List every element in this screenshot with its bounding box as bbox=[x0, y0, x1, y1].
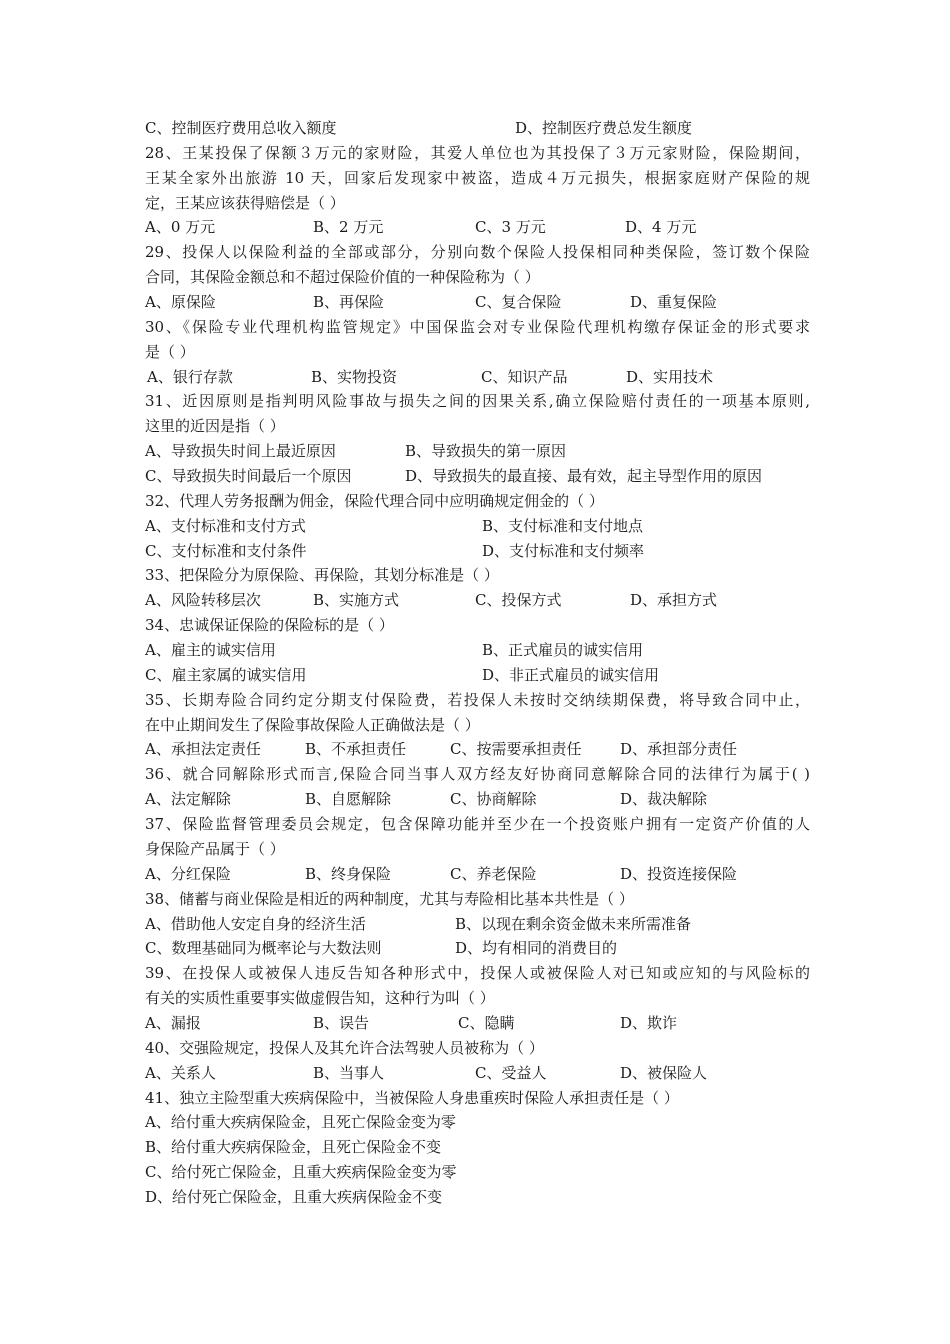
answer-option: A、导致损失时间上最近原因 bbox=[145, 442, 336, 461]
answer-option: B、实物投资 bbox=[311, 367, 398, 386]
answer-options-line bbox=[145, 787, 810, 812]
question-text-line: 有关的实质性重要事实做虚假告知，这种行为叫（ ） bbox=[145, 989, 495, 1008]
answer-options-line bbox=[145, 1011, 810, 1036]
answer-option: B、终身保险 bbox=[305, 864, 392, 883]
answer-options-line bbox=[145, 365, 810, 390]
answer-option: C、隐瞒 bbox=[458, 1013, 515, 1032]
answer-option: A、承担法定责任 bbox=[145, 740, 261, 759]
answer-option: C、导致损失时间最后一个原因 bbox=[145, 467, 352, 486]
answer-options-line bbox=[145, 737, 810, 762]
answer-option: D、均有相同的消费目的 bbox=[455, 939, 618, 958]
answer-options-line bbox=[145, 439, 810, 464]
answer-option: B、实施方式 bbox=[313, 591, 400, 610]
question-text-line: 37、保险监督管理委员会规定，包含保障功能并至少在一个投资账户拥有一定资产价值的人 bbox=[145, 815, 810, 834]
answer-option: B、支付标准和支付地点 bbox=[482, 516, 644, 535]
answer-option: C、协商解除 bbox=[450, 790, 537, 809]
answer-options-line bbox=[145, 663, 810, 688]
answer-option: B、正式雇员的诚实信用 bbox=[482, 641, 644, 660]
question-text-line: 在中止期间发生了保险事故保险人正确做法是（ ） bbox=[145, 715, 480, 734]
answer-option: A、原保险 bbox=[145, 293, 216, 312]
answer-options-line bbox=[145, 116, 810, 141]
question-text-line: 王某全家外出旅游 10 天，回家后发现家中被盗，造成４万元损失，根据家庭财产保险的规 bbox=[145, 168, 810, 187]
question-text-line: 合同，其保险金额总和不超过保险价值的一种保险称为（ ） bbox=[145, 268, 540, 287]
answer-option: B、不承担责任 bbox=[305, 740, 407, 759]
question-text-line: 41、独立主险型重大疾病保险中，当被保险人身患重疾时保险人承担责任是（ ） bbox=[145, 1088, 679, 1107]
question-text-line: A、给付重大疾病保险金，且死亡保险金变为零 bbox=[145, 1113, 456, 1132]
answer-option: B、当事人 bbox=[313, 1063, 385, 1082]
answer-option: D、支付标准和支付频率 bbox=[482, 541, 645, 560]
answer-option: A、雇主的诚实信用 bbox=[145, 641, 276, 660]
answer-options-line bbox=[145, 588, 810, 613]
answer-option: C、控制医疗费用总收入额度 bbox=[145, 119, 337, 137]
answer-option: D、被保险人 bbox=[620, 1063, 708, 1082]
answer-option: C、受益人 bbox=[475, 1063, 547, 1082]
answer-option: A、风险转移层次 bbox=[145, 591, 261, 610]
exam-questions bbox=[145, 116, 810, 1210]
question-text-line: 30、《保险专业代理机构监管规定》中国保监会对专业保险代理机构缴存保证金的形式要求 bbox=[145, 317, 810, 336]
question-text-line: D、给付死亡保险金，且重大疾病保险金不变 bbox=[145, 1187, 443, 1206]
answer-options-line bbox=[145, 215, 810, 240]
question-text-line: 38、储蓄与商业保险是相近的两种制度，尤其与寿险相比基本共性是（ ） bbox=[145, 889, 634, 908]
answer-option: D、重复保险 bbox=[630, 293, 718, 312]
answer-option: D、投资连接保险 bbox=[620, 864, 738, 883]
answer-option: C、数理基础同为概率论与大数法则 bbox=[145, 939, 382, 958]
question-text-line: 29、投保人以保险利益的全部或部分，分别向数个保险人投保相同种类保险，签订数个保险 bbox=[145, 243, 810, 262]
question-text-line: 35、长期寿险合同约定分期支付保险费，若投保人未按时交纳续期保费，将导致合同中止， bbox=[145, 690, 810, 709]
question-text-line: 31、近因原则是指判明风险事故与损失之间的因果关系,确立保险赔付责任的一项基本原则, bbox=[145, 392, 810, 411]
answer-options-line bbox=[145, 936, 810, 961]
answer-options-line bbox=[145, 290, 810, 315]
answer-option: A、0 万元 bbox=[145, 218, 216, 237]
answer-option: B、导致损失的第一原因 bbox=[405, 442, 567, 461]
answer-option: D、承担方式 bbox=[630, 591, 718, 610]
answer-option: D、4 万元 bbox=[625, 218, 697, 237]
answer-option: D、非正式雇员的诚实信用 bbox=[482, 665, 660, 684]
answer-options-line bbox=[145, 912, 810, 937]
answer-option: B、以现在剩余资金做未来所需准备 bbox=[455, 914, 692, 933]
question-text-line: 这里的近因是指（ ） bbox=[145, 417, 285, 436]
answer-option: A、关系人 bbox=[145, 1063, 216, 1082]
question-text-line: 身保险产品属于（ ） bbox=[145, 839, 285, 858]
question-text-line: B、给付重大疾病保险金，且死亡保险金不变 bbox=[145, 1138, 442, 1157]
answer-option: B、2 万元 bbox=[313, 218, 384, 237]
answer-option: A、银行存款 bbox=[147, 367, 233, 386]
answer-option: B、再保险 bbox=[313, 293, 385, 312]
answer-option: B、自愿解除 bbox=[305, 790, 392, 809]
answer-options-line bbox=[145, 514, 810, 539]
answer-options-line bbox=[145, 1061, 810, 1086]
answer-option: C、按需要承担责任 bbox=[450, 740, 582, 759]
question-text-line: 34、忠诚保证保险的保险标的是（ ） bbox=[145, 616, 394, 635]
question-text-line: 28、王某投保了保额３万元的家财险，其爱人单位也为其投保了３万元家财险，保险期间， bbox=[145, 143, 810, 162]
answer-option: C、投保方式 bbox=[475, 591, 562, 610]
answer-option: C、知识产品 bbox=[481, 367, 568, 386]
answer-options-line bbox=[145, 539, 810, 564]
question-text-line: C、给付死亡保险金，且重大疾病保险金变为零 bbox=[145, 1163, 457, 1182]
answer-option: D、欺诈 bbox=[620, 1013, 678, 1032]
answer-option: C、养老保险 bbox=[450, 864, 537, 883]
answer-option: D、实用技术 bbox=[626, 367, 714, 386]
question-text-line: 是（ ） bbox=[145, 342, 195, 361]
answer-option: D、裁决解除 bbox=[620, 790, 708, 809]
answer-options-line bbox=[145, 638, 810, 663]
answer-option: A、法定解除 bbox=[145, 790, 231, 809]
question-text-line: 40、交强险规定，投保人及其允许合法驾驶人员被称为（ ） bbox=[145, 1038, 544, 1057]
question-text-line: 定，王某应该获得赔偿是（ ） bbox=[145, 193, 345, 212]
question-text-line: 36、就合同解除形式而言,保险合同当事人双方经友好协商同意解除合同的法律行为属于( ) bbox=[145, 765, 810, 784]
question-text-line: 39、在投保人或被保人违反告知各种形式中，投保人或被保险人对已知或应知的与风险标的 bbox=[145, 964, 810, 983]
answer-option: C、3 万元 bbox=[475, 218, 546, 237]
answer-option: C、支付标准和支付条件 bbox=[145, 541, 307, 560]
answer-options-line bbox=[145, 464, 810, 489]
answer-option: A、分红保险 bbox=[145, 864, 231, 883]
answer-option: A、借助他人安定自身的经济生活 bbox=[145, 914, 366, 933]
question-text-line: 33、把保险分为原保险、再保险，其划分标准是（ ） bbox=[145, 566, 499, 585]
answer-option: A、漏报 bbox=[145, 1013, 201, 1032]
answer-option: D、控制医疗费总发生额度 bbox=[515, 119, 693, 137]
answer-option: A、支付标准和支付方式 bbox=[145, 516, 306, 535]
answer-option: B、误告 bbox=[313, 1013, 370, 1032]
answer-option: D、承担部分责任 bbox=[620, 740, 738, 759]
question-text-line: 32、代理人劳务报酬为佣金，保险代理合同中应明确规定佣金的（ ） bbox=[145, 491, 604, 510]
answer-option: D、导致损失的最直接、最有效，起主导型作用的原因 bbox=[405, 467, 763, 486]
answer-option: C、复合保险 bbox=[475, 293, 562, 312]
answer-option: C、雇主家属的诚实信用 bbox=[145, 665, 307, 684]
answer-options-line bbox=[145, 862, 810, 887]
